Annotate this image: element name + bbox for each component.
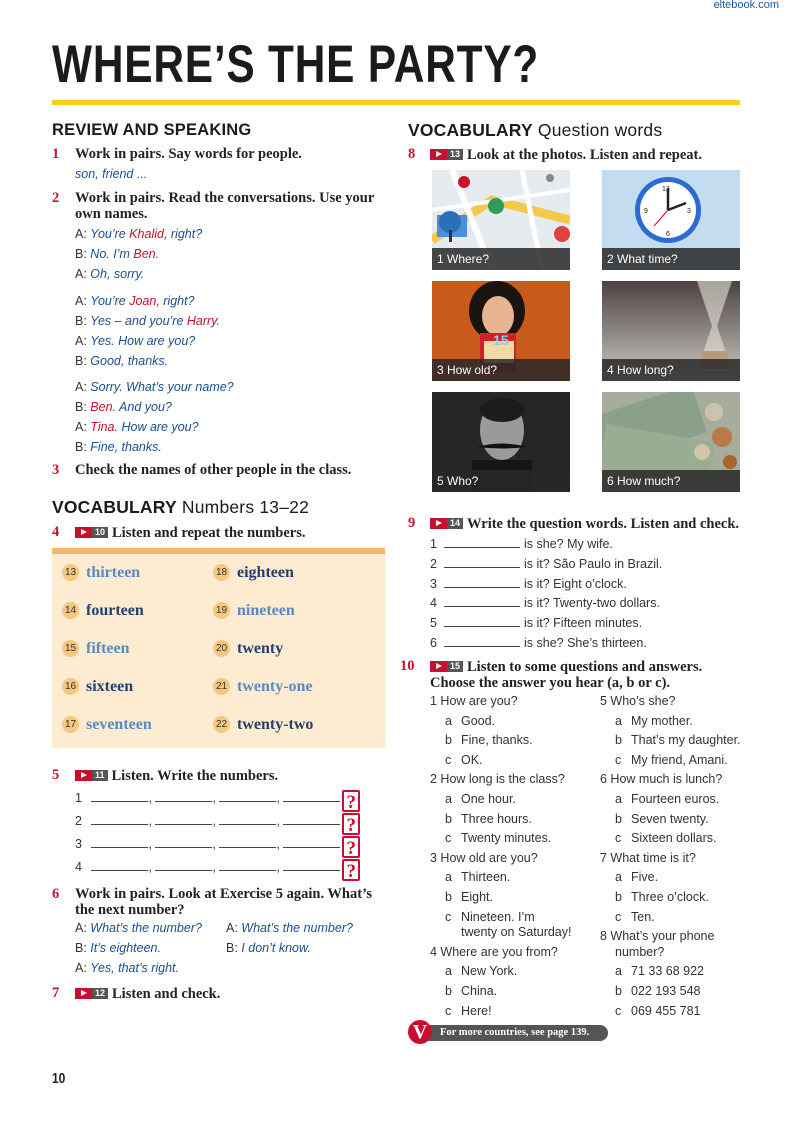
question-mark-icon: ? [342,859,360,881]
line-number: 3 [75,837,82,851]
number-word: fourteen [86,602,144,619]
dialogue-part: Yes. How are you? [90,334,196,348]
speaker-label: A: [75,294,91,308]
option-text: 71 33 68 922 [631,964,704,979]
answer-option[interactable] [445,831,551,846]
item-number: 4 [430,596,437,611]
section-heading-review: REVIEW AND SPEAKING [52,121,252,139]
item-number: 5 [430,616,437,631]
dialogue-part: You’re [90,294,130,308]
dialogue-text [90,420,198,434]
exercise-number: 10 [400,658,415,674]
line-number: 4 [75,860,82,874]
number-word: twenty-one [237,678,313,695]
option-text: OK. [461,752,483,767]
answer-option[interactable] [615,870,658,885]
question-mark-icon: ? [342,813,360,835]
number-circle: 16 [62,678,79,695]
vocabulary-v-icon: V [408,1020,432,1044]
question-text: 6 How much is lunch? [600,772,723,787]
dialogue-text: What’s the number? [241,921,353,935]
page-title: WHERE’S THE PARTY? [52,35,540,94]
option-letter: b [615,984,622,998]
photo-caption: 3 How old? [432,359,570,381]
dialogue-line [75,921,202,935]
answer-blank[interactable] [444,635,520,647]
question-text: 3 How old are you? [430,850,538,865]
number-circle: 14 [62,602,79,619]
dialogue-line [75,941,161,955]
dialogue-text [90,400,172,414]
conversation-line [75,314,220,328]
question-text: 4 Where are you from? [430,944,558,959]
conversation-line [75,380,234,394]
comma: , [148,860,156,874]
dialogue-text: I don’t know. [241,941,311,955]
write-line [75,859,360,881]
option-letter: c [445,1003,452,1018]
exercise-number: 5 [52,767,60,783]
dialogue-part: You’re [90,227,130,241]
option-letter: b [445,811,452,826]
name-highlight: Harry [186,314,217,328]
comma: , [276,791,284,805]
number-word-item [213,640,283,658]
speaker-label: B: [75,354,91,368]
dialogue-text [90,314,220,328]
exercise-number: 1 [52,146,60,162]
svg-text:12: 12 [662,186,670,193]
comma: , [212,814,220,828]
answer-option[interactable] [615,890,709,905]
comma: , [276,814,284,828]
line-number: 2 [75,814,82,828]
photo-map [432,170,570,270]
option-letter: a [445,964,452,979]
option-text: My friend, Amani. [631,752,728,767]
answer-option [445,925,571,940]
answer-blank [91,859,148,871]
option-text: Three o’clock. [631,890,709,904]
speaker-label: A: [75,961,91,975]
option-text: Ten. [631,909,655,924]
number-circle: 18 [213,564,230,581]
number-word: twenty-two [237,716,314,733]
answer-option[interactable] [615,831,716,846]
answer-option[interactable] [445,910,535,925]
exercise-instruction: Work in pairs. Say words for people. [75,146,302,162]
number-word-item [62,602,144,620]
line-number: 1 [75,791,82,805]
answer-option[interactable] [615,753,728,768]
dialogue-text [90,380,233,394]
comma: , [148,791,156,805]
option-text: Seven twenty. [631,811,709,826]
answer-blank [283,790,340,802]
option-letter: b [615,890,622,904]
speaker-label: A: [75,921,91,935]
option-text: One hour. [461,792,516,806]
dialogue-part: Fine, thanks. [90,440,162,454]
question-text: 7 What time is it? [600,850,696,865]
answer-option[interactable] [445,984,497,999]
svg-text:15: 15 [493,332,509,348]
answer-blank [91,790,148,802]
answer-blank [283,836,340,848]
option-letter: b [615,733,622,748]
name-highlight: Ben [133,247,156,261]
exercise-number: 4 [52,524,60,540]
number-circle: 17 [62,716,79,733]
option-letter: a [445,713,452,728]
conversation-line [75,294,195,308]
page-number: 10 [52,1070,66,1087]
photo-birthday [432,281,570,381]
photo-hourglass [602,281,740,381]
answer-blank [155,813,212,825]
dialogue-text: What’s the number? [90,921,202,935]
option-text: Good. [461,713,496,728]
item-text: is it? Eight o’clock. [524,576,627,591]
dialogue-text: It’s eighteen. [90,941,161,955]
answer-blank [91,836,148,848]
dialogue-part: , right? [156,294,195,308]
question-word-item [430,556,662,571]
conversation-line [75,400,172,414]
option-letter: b [445,890,452,904]
conversation-line [75,267,144,281]
question-text: number? [615,944,665,959]
dialogue-part: Sorry. What’s your name? [90,380,234,394]
comma: , [148,837,156,851]
option-letter: c [615,909,622,924]
photo-caption: 4 How long? [602,359,740,381]
exercise-instruction: 13 Look at the photos. Listen and repeat. [430,146,702,163]
dialogue-text: Yes, that’s right. [90,961,180,975]
reference-text: For more countries, see page 139. [426,1025,608,1041]
dialogue-line [226,941,311,955]
dialogue-part: Oh, sorry. [90,267,145,281]
conversation-line [75,247,159,261]
number-word: eighteen [237,564,294,581]
item-number: 2 [430,556,437,571]
section-heading-questions: VOCABULARY Question words [408,120,663,140]
number-word-item [62,640,130,658]
answer-option[interactable] [615,1004,701,1019]
dialogue-part: No. I’m [90,247,134,261]
photo-money [602,392,740,492]
option-text: 022 193 548 [631,984,701,998]
dialogue-text [90,294,194,308]
exercise-instruction: 14 Write the question words. Listen and check. [430,515,739,532]
question-word-item [430,595,660,610]
photo-caption: 6 How much? [602,470,740,492]
number-word-item [62,564,140,582]
option-text: Thirteen. [461,870,511,885]
speaker-label: A: [75,380,91,394]
speaker-label: B: [75,941,91,955]
option-text: Here! [461,1003,492,1018]
answer-option[interactable] [445,890,493,905]
audio-track-icon[interactable]: 15 [430,658,463,674]
answer-blank [219,813,276,825]
answer-blank [155,836,212,848]
answer-blank[interactable] [444,595,520,607]
photo-portrait [432,392,570,492]
exercise-number: 7 [52,985,60,1001]
comma: , [212,860,220,874]
answer-option[interactable] [445,812,532,827]
exercise-instruction: 12 Listen and check. [75,985,220,1002]
exercise-number: 3 [52,462,60,478]
option-text: Five. [631,870,659,885]
audio-track-icon[interactable]: 12 [75,985,108,1001]
option-letter: a [615,792,622,806]
dialogue-part: . [216,314,221,328]
dialogue-part: , right? [163,227,203,241]
answer-blank [219,836,276,848]
option-letter: b [445,733,452,748]
speaker-label: A: [226,921,242,935]
question-mark-icon: ? [342,836,360,858]
dialogue-text [90,334,195,348]
comma: , [212,837,220,851]
example-text: son, friend ... [75,167,148,181]
speaker-label: A: [75,420,91,434]
speaker-label: B: [75,314,91,328]
item-text: is it? São Paulo in Brazil. [524,556,663,571]
answer-option[interactable] [445,714,495,729]
answer-option[interactable] [445,733,533,748]
option-text: Twenty minutes. [461,831,552,846]
number-circle: 13 [62,564,79,581]
dialogue-part: . [155,247,160,261]
number-word-item [213,564,294,582]
option-letter: c [445,831,452,846]
answer-option[interactable] [445,792,516,807]
number-circle: 19 [213,602,230,619]
number-word-item [62,678,133,696]
option-text: That’s my daughter. [631,733,741,748]
number-word: twenty [237,640,284,657]
comma: , [148,814,156,828]
exercise-instruction: 11 Listen. Write the numbers. [75,767,278,784]
name-highlight: Khalid [129,227,164,241]
option-letter: c [615,831,622,846]
question-word-item [430,615,642,630]
write-line [75,790,360,812]
name-highlight: Ben [90,400,113,414]
dialogue-text [90,440,162,454]
svg-text:9: 9 [644,208,648,215]
option-letter: a [615,870,622,885]
write-line [75,836,360,858]
answer-option[interactable] [615,964,704,979]
option-letter: c [445,909,452,924]
item-text: is she? My wife. [524,537,613,551]
speaker-label: B: [75,400,91,414]
answer-blank[interactable] [444,536,520,548]
number-circle: 22 [213,716,230,733]
option-letter: c [615,1003,622,1018]
dialogue-part: . How are you? [114,420,199,434]
dialogue-part: Good, thanks. [90,354,169,368]
option-text: Three hours. [461,811,532,826]
dialogue-part: Yes – and you’re [90,314,187,328]
exercise-instruction: 15 Listen to some questions and answers. Choose the answer you hear (a, b or c). [430,659,703,691]
option-text: New York. [461,964,518,979]
exercise-instruction: Work in pairs. Look at Exercise 5 again. What’s the next number? [75,886,373,918]
question-text: 5 Who’s she? [600,694,676,708]
speaker-label: A: [75,334,91,348]
dialogue-line [226,921,353,935]
conversation-line [75,440,162,454]
answer-option[interactable] [445,753,483,768]
answer-blank [219,790,276,802]
answer-blank [155,859,212,871]
item-number: 1 [430,537,437,551]
option-text: twenty on Saturday! [461,925,572,940]
number-word: seventeen [86,716,152,733]
question-text: 1 How are you? [430,694,518,708]
exercise-number: 8 [408,146,416,162]
answer-blank[interactable] [444,556,520,568]
question-word-item [430,536,613,551]
audio-track-icon[interactable]: 13 [430,146,463,162]
photo-caption: 2 What time? [602,248,740,270]
title-rule [52,100,740,105]
speaker-label: B: [226,941,242,955]
option-letter: b [615,811,622,826]
option-text: Eight. [461,890,493,904]
number-word-item [213,678,313,696]
question-text: 8 What’s your phone [600,929,715,944]
option-letter: a [615,713,622,728]
photo-caption: 5 Who? [432,470,570,492]
dialogue-part: . And you? [112,400,172,414]
option-text: China. [461,984,498,998]
option-letter: c [445,752,452,767]
exercise-instruction: Check the names of other people in the class. [75,462,352,478]
item-text: is she? She’s thirteen. [524,636,647,650]
answer-blank[interactable] [444,576,520,588]
svg-text:3: 3 [687,208,691,215]
answer-option[interactable] [615,984,701,999]
conversation-line [75,420,199,434]
write-line [75,813,360,835]
name-highlight: Joan [129,294,157,308]
number-word-item [213,602,295,620]
number-circle: 21 [213,678,230,695]
answer-blank [219,859,276,871]
section-heading-numbers: VOCABULARY Numbers 13–22 [52,497,310,517]
number-word: thirteen [86,564,141,581]
dialogue-text [90,227,202,241]
number-word: fifteen [86,640,130,657]
option-letter: a [445,792,452,806]
exercise-number: 6 [52,886,60,902]
dialogue-text [90,267,144,281]
option-letter: b [445,984,452,998]
question-word-item [430,576,627,591]
answer-option[interactable] [445,964,517,979]
option-text: Sixteen dollars. [631,831,717,846]
watermark: eltebook.com [713,0,779,11]
svg-text:6: 6 [666,231,670,238]
question-word-item [430,635,647,650]
item-text: is it? Twenty-two dollars. [524,596,660,611]
option-text: 069 455 781 [631,1003,701,1018]
comma: , [212,791,220,805]
exercise-instruction: 10 Listen and repeat the numbers. [75,524,306,541]
answer-blank [283,859,340,871]
answer-option[interactable] [445,870,510,885]
audio-track-icon[interactable]: 10 [75,524,108,540]
speaker-label: A: [75,227,91,241]
option-text: Nineteen. I’m [461,909,535,924]
answer-blank [91,813,148,825]
number-circle: 15 [62,640,79,657]
number-word-item [213,716,313,734]
answer-blank [155,790,212,802]
dialogue-line [75,961,179,975]
option-letter: a [615,964,622,979]
speaker-label: A: [75,267,91,281]
exercise-number: 9 [408,515,416,531]
photo-caption: 1 Where? [432,248,570,270]
number-word: sixteen [86,678,134,695]
answer-blank [283,813,340,825]
item-number: 3 [430,576,437,591]
answer-option[interactable] [615,910,655,925]
comma: , [276,837,284,851]
conversation-line [75,334,195,348]
name-highlight: Tina [90,420,115,434]
conversation-line [75,227,202,241]
conversation-line [75,354,168,368]
question-mark-icon: ? [342,790,360,812]
speaker-label: B: [75,440,91,454]
option-letter: a [445,870,452,885]
speaker-label: B: [75,247,91,261]
audio-track-icon[interactable]: 14 [430,515,463,531]
answer-option[interactable] [445,1004,492,1019]
number-word: nineteen [237,602,295,619]
exercise-instruction: Work in pairs. Read the conversations. Use your own names. [75,190,375,222]
answer-option[interactable] [615,714,693,729]
option-text: Fourteen euros. [631,792,720,806]
answer-option[interactable] [615,812,709,827]
photo-clock [602,170,740,270]
exercise-number: 2 [52,190,60,206]
option-text: My mother. [631,713,693,728]
comma: , [276,860,284,874]
answer-option[interactable] [615,733,741,748]
number-circle: 20 [213,640,230,657]
option-text: Fine, thanks. [461,733,533,748]
number-word-item [62,716,152,734]
answer-blank[interactable] [444,615,520,627]
question-text: 2 How long is the class? [430,772,565,787]
dialogue-text [90,354,168,368]
item-text: is it? Fifteen minutes. [524,616,643,631]
answer-option[interactable] [615,792,719,807]
option-letter: c [615,752,622,767]
audio-track-icon[interactable]: 11 [75,767,108,783]
item-number: 6 [430,636,437,650]
dialogue-text [90,247,159,261]
